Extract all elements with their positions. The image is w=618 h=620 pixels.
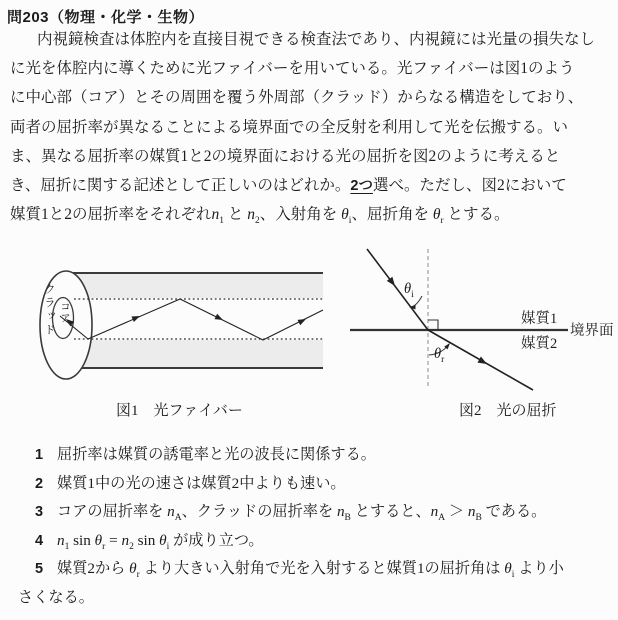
refracted-ray-arrow — [477, 357, 488, 368]
ray-arrow — [214, 314, 224, 323]
choice-row-4 — [0, 527, 618, 556]
question-title: 問203（物理・化学・生物） — [7, 9, 205, 26]
choice-number: 3 — [35, 504, 44, 521]
boundary-label: 境界面 — [570, 323, 614, 339]
ray-arrow — [131, 313, 141, 322]
fig2-caption: 図2 光の屈折 — [459, 403, 557, 419]
choice-5-continuation: さくなる。 — [18, 588, 94, 606]
choice-row-3 — [0, 498, 618, 527]
intro-line: に中心部（コア）とその周囲を覆う外周部（クラッド）からなる構造をしており、 — [10, 89, 584, 107]
choice-row-5 — [0, 555, 618, 584]
choice-text: 屈折率は媒質の誘電率と光の波長に関係する。 — [57, 446, 376, 463]
intro-line: 媒質1と2の屈折率をそれぞれ$n_1$ と $n_2$、入射角を $\theta_i$、屈折角を $\theta_r$ とする。 — [10, 206, 510, 227]
intro-line: ま、異なる屈折率の媒質1と2の境界面における光の屈折を図2のように考えると — [10, 147, 561, 165]
choice-number: 5 — [35, 561, 44, 578]
core-label: コア — [59, 301, 70, 324]
clad-shading-top — [66, 274, 323, 298]
intro-line: に光を体腔内に導くために光ファイバーを用いている。光ファイバーは図1のよう — [10, 60, 575, 78]
intro-line: 両者の屈折率が異なることによる境界面での全反射を利用して光を伝搬する。い — [10, 118, 569, 136]
medium1-label: 媒質1 — [521, 311, 558, 327]
choice-row-2 — [0, 470, 618, 499]
choice-number: 4 — [35, 532, 44, 549]
theta-i-label: $\theta_i$ — [404, 281, 414, 300]
light-ray-zigzag — [60, 299, 323, 340]
fiber-diagram — [35, 243, 335, 405]
choice-text: $n_1$ $\sin \theta_r = n_2$ $\sin \theta_i$ が成り立つ。 — [57, 531, 264, 552]
choice-text: コアの屈折率を $n_A$、クラッドの屈折率を $n_B$ とすると、$n_A > n_B$ である。 — [57, 503, 547, 524]
ray-arrow — [298, 316, 308, 325]
clad-shading-bottom — [66, 340, 323, 367]
intro-line: 内視鏡検査は体腔内を直接目視できる検査法であり、内視鏡には光量の損失なし — [37, 31, 596, 48]
choices-list — [0, 441, 618, 613]
right-angle-marker — [428, 320, 438, 330]
choice-row-1 — [0, 441, 618, 470]
medium2-label: 媒質2 — [521, 336, 558, 352]
intro-line: き、屈折に関する記述として正しいのはどれか。2つ選べ。ただし、図2において — [10, 176, 567, 194]
choice-number: 2 — [35, 475, 44, 492]
fig1-caption: 図1 光ファイバー — [116, 403, 243, 419]
theta-r-label: $\theta_r$ — [434, 346, 445, 365]
incident-ray — [367, 249, 428, 330]
intro-paragraph — [10, 25, 614, 229]
clad-label: クラッド — [43, 283, 55, 337]
choice-text: 媒質2から $\theta_r$ より大きい入射角で光を入射すると媒質1の屈折角は $\theta_i$ より小 — [57, 560, 564, 581]
choice-text: 媒質1中の光の速さは媒質2中よりも速い。 — [57, 474, 346, 492]
choice-number: 1 — [35, 447, 44, 463]
